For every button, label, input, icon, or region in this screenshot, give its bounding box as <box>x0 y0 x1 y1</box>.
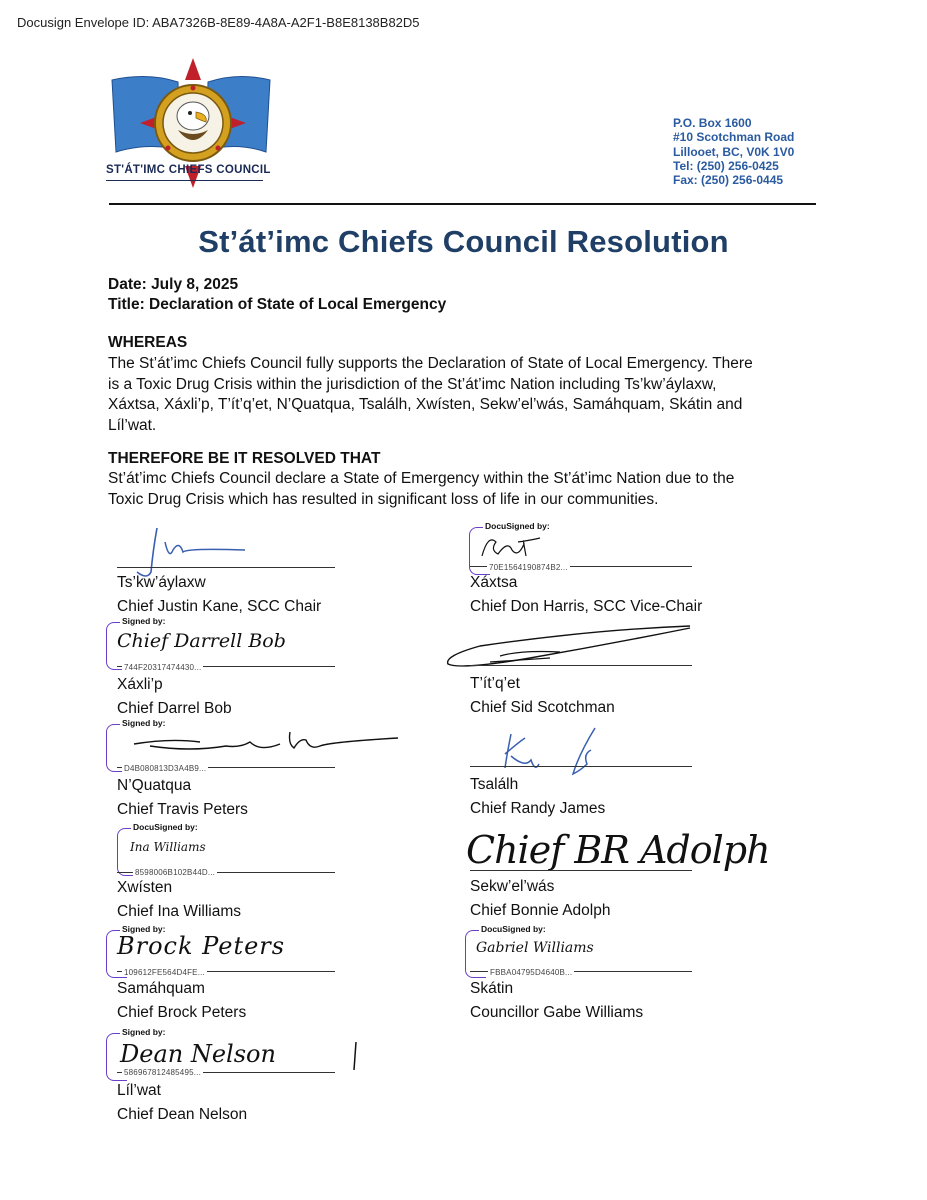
docusign-stamp-id: 586967812485495... <box>124 1068 202 1077</box>
resolved-paragraph <box>108 469 808 510</box>
signature-line <box>470 766 692 767</box>
docusign-stamp-id: 744F20317474430... <box>124 663 202 672</box>
community-name: Ts’kw’áylaxw <box>117 574 206 591</box>
signer-name: Chief Don Harris, SCC Vice-Chair <box>470 598 703 615</box>
community-name: Líl’wat <box>117 1082 161 1099</box>
community-name: T’ít’q’et <box>470 675 520 692</box>
community-name: Skátin <box>470 980 514 997</box>
whereas-paragraph <box>108 354 808 436</box>
signature-script: Brock Peters <box>117 932 286 960</box>
contact-city: Lillooet, BC, V0K 1V0 <box>673 144 795 159</box>
signature-line <box>470 665 692 666</box>
resolved-heading: THEREFORE BE IT RESOLVED THAT <box>108 450 381 467</box>
whereas-line: Xáxtsa, Xáxli’p, T’ít’q’et, N’Quatqua, Tsalálh, Xwísten, Sekw’el’wás, Samáhquam, Skátin and <box>108 396 743 414</box>
signer-name: Chief Darrel Bob <box>117 700 232 717</box>
whereas-heading: WHEREAS <box>108 334 188 351</box>
envelope-id: Docusign Envelope ID: ABA7326B-8E89-4A8A-A2F1-B8E8138B82D5 <box>17 15 420 30</box>
contact-tel: Tel: (250) 256-0425 <box>673 158 779 173</box>
docusign-stamp-id: FBBA04795D4640B... <box>490 968 573 977</box>
signature-script: Dean Nelson <box>120 1040 276 1068</box>
docusign-stamp-id: D4B080813D3A4B9... <box>124 764 207 773</box>
docusign-stamp-label: Signed by: <box>122 1027 166 1037</box>
signature-harris <box>478 530 558 566</box>
docusign-stamp-label: DocuSigned by: <box>481 924 546 934</box>
signature-script: Chief BR Adolph <box>466 828 770 872</box>
signature-scotchman <box>440 620 700 670</box>
whereas-line: is a Toxic Drug Crisis within the jurisdiction of the St’át’imc Nation including Ts’kw’áylaxw, <box>108 375 717 393</box>
organization-underline <box>106 180 263 181</box>
signer-name: Chief Brock Peters <box>117 1004 247 1021</box>
signer-name: Chief Travis Peters <box>117 801 248 818</box>
signature-stroke <box>350 1040 360 1080</box>
page-title: St’át’imc Chiefs Council Resolution <box>198 224 729 259</box>
signer-name: Chief Dean Nelson <box>117 1106 248 1123</box>
organization-name: ST'ÁT'IMC CHIEFS COUNCIL <box>106 164 271 176</box>
docusign-stamp-label: Signed by: <box>122 718 166 728</box>
contact-fax: Fax: (250) 256-0445 <box>673 173 784 188</box>
docusign-stamp-label: DocuSigned by: <box>485 521 550 531</box>
community-name: Xwísten <box>117 879 173 896</box>
eagle-emblem-icon <box>108 50 278 200</box>
resolved-line: Toxic Drug Crisis which has resulted in significant loss of life in our communities. <box>108 490 659 508</box>
docusign-stamp-label: Signed by: <box>122 616 166 626</box>
title-line: Title: Declaration of State of Local Emergency <box>108 296 447 313</box>
date-line: Date: July 8, 2025 <box>108 276 239 293</box>
docusign-stamp-label: Signed by: <box>122 924 166 934</box>
whereas-line: Líl’wat. <box>108 416 157 434</box>
signer-name: Chief Randy James <box>470 800 606 817</box>
signer-name: Councillor Gabe Williams <box>470 1004 644 1021</box>
signer-name: Chief Ina Williams <box>117 903 242 920</box>
signer-name: Chief Bonnie Adolph <box>470 902 611 919</box>
community-name: N’Quatqua <box>117 777 192 794</box>
community-name: Samáhquam <box>117 980 205 997</box>
signature-james <box>495 724 615 784</box>
community-name: Sekw’el’wás <box>470 878 555 895</box>
docusign-stamp-label: DocuSigned by: <box>133 822 198 832</box>
docusign-stamp-id: 70E1564190874B2... <box>489 563 568 572</box>
docusign-stamp-id: 109612FE564D4FE... <box>124 968 205 977</box>
resolved-line: St’át’imc Chiefs Council declare a State of Emergency within the St’át’imc Nation due to the <box>108 470 735 487</box>
signature-line <box>470 870 692 871</box>
community-name: Tsalálh <box>470 776 519 793</box>
signature-script: Ina Williams <box>130 840 206 854</box>
signer-name: Chief Sid Scotchman <box>470 699 615 716</box>
signature-script: Chief Darrell Bob <box>117 630 286 652</box>
contact-block <box>673 116 794 187</box>
header-divider <box>109 203 816 205</box>
contact-po-box: P.O. Box 1600 <box>673 116 752 130</box>
signature-peters <box>130 728 410 768</box>
whereas-line: The St’át’imc Chiefs Council fully supports the Declaration of State of Local Emergency. There <box>108 355 753 372</box>
resolution-meta <box>108 275 446 315</box>
contact-street: #10 Scotchman Road <box>673 130 795 145</box>
signature-line <box>117 567 335 568</box>
signature-script: Gabriel Williams <box>476 940 594 956</box>
signer-name: Chief Justin Kane, SCC Chair <box>117 598 322 615</box>
community-name: Xáxli’p <box>117 676 163 693</box>
community-name: Xáxtsa <box>470 574 518 591</box>
docusign-stamp-id: 8598006B102B44D... <box>135 868 216 877</box>
